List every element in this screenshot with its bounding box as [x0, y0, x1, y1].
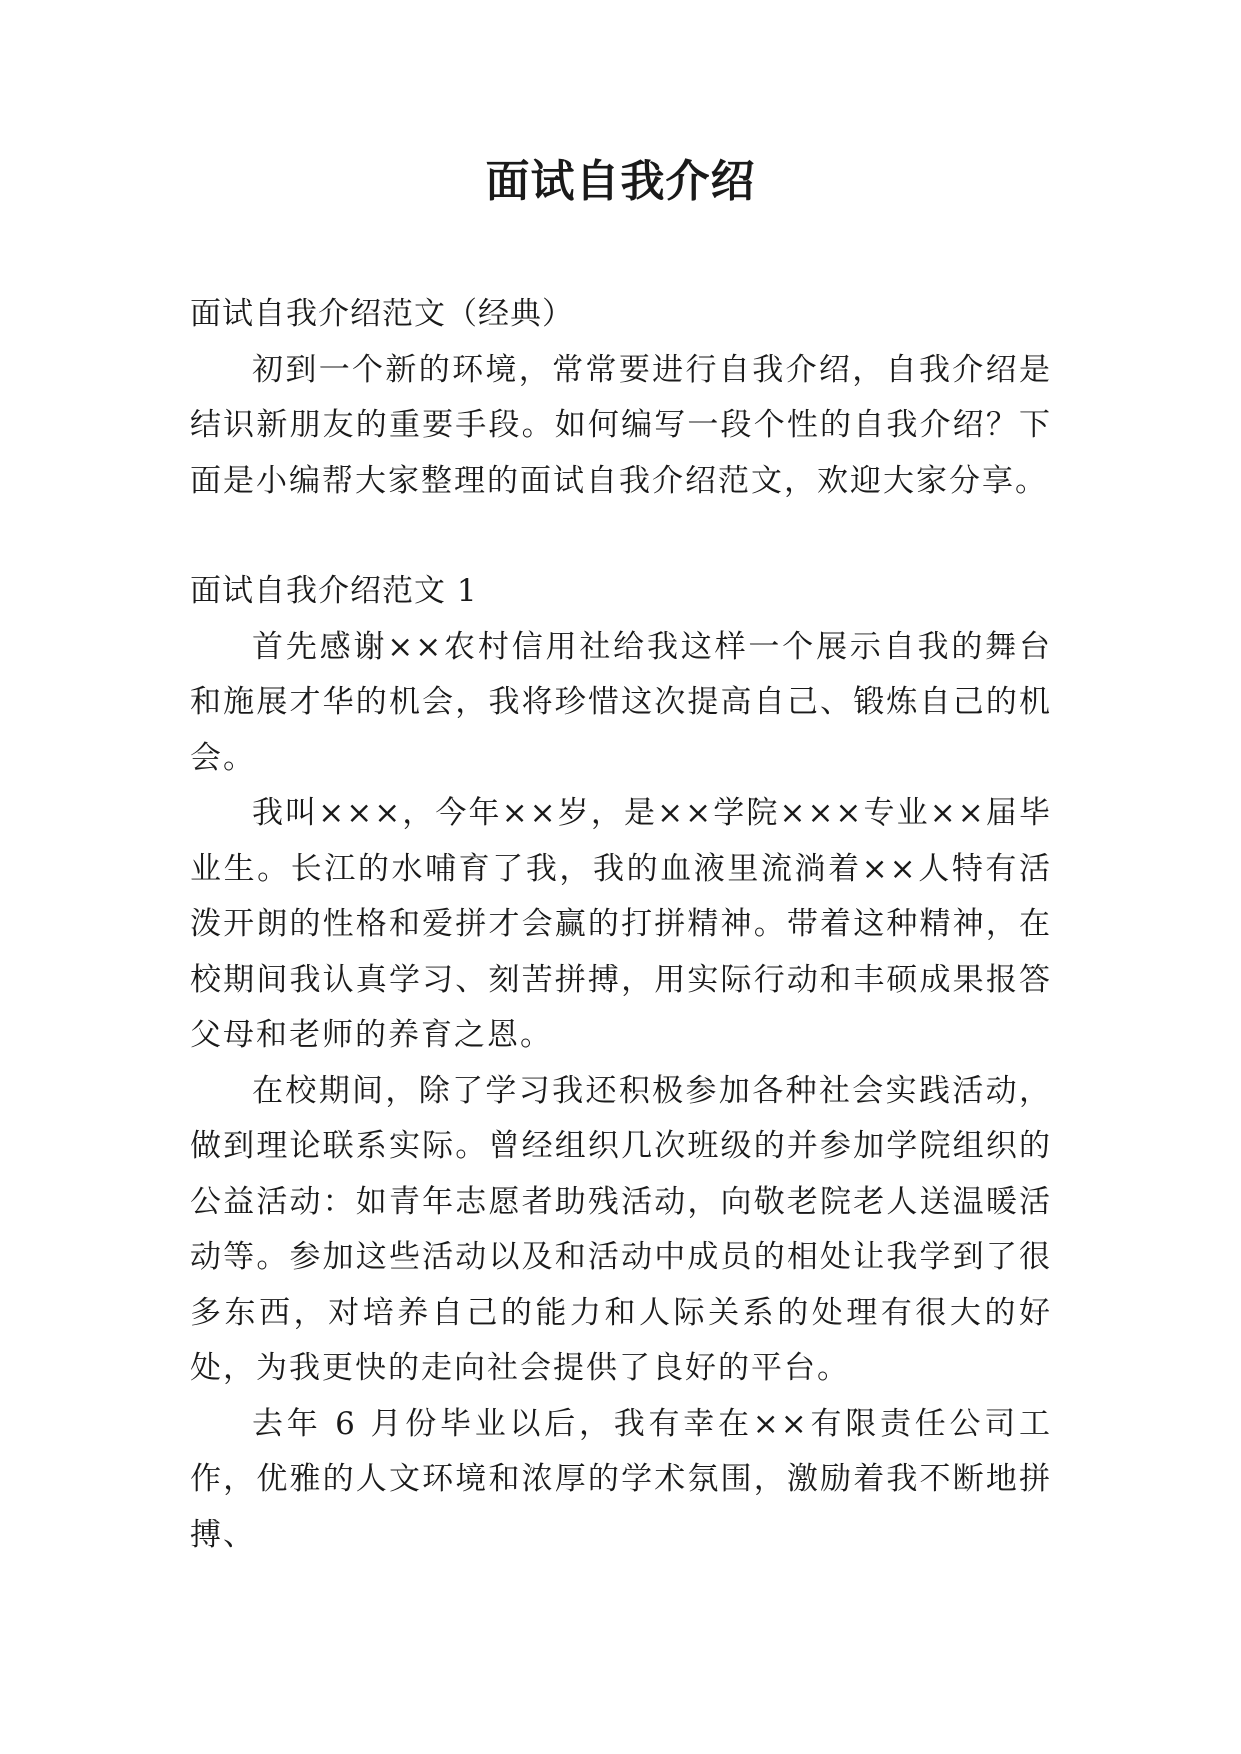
section-heading: 面试自我介绍范文 1 — [190, 573, 478, 609]
body-paragraph: 我叫×××，今年××岁，是××学院×××专业××届毕业生。长江的水哺育了我，我的血液里流淌着××人特有活泼开朗的性格和爱拼才会赢的打拼精神。带着这种精神，在校期间我认真学习、刻苦拼搏，用实际行动和丰硕成果报答父母和老师的养育之恩。 — [190, 795, 1052, 1053]
intro-paragraph: 初到一个新的环境，常常要进行自我介绍，自我介绍是结识新朋友的重要手段。如何编写一段个性的自我介绍？下面是小编帮大家整理的面试自我介绍范文，欢迎大家分享。 — [190, 351, 1052, 499]
paragraph-spacer — [190, 509, 1052, 564]
subtitle: 面试自我介绍范文（经典） — [190, 296, 574, 332]
body-paragraph: 首先感谢××农村信用社给我这样一个展示自我的舞台和施展才华的机会，我将珍惜这次提高自己、锻炼自己的机会。 — [190, 628, 1052, 776]
body-paragraph: 去年 6 月份毕业以后，我有幸在××有限责任公司工作，优雅的人文环境和浓厚的学术氛围，激励着我不断地拼搏、 — [190, 1405, 1052, 1553]
document-title: 面试自我介绍 — [485, 156, 756, 207]
document-body — [190, 287, 1052, 1563]
body-paragraph: 在校期间，除了学习我还积极参加各种社会实践活动，做到理论联系实际。曾经组织几次班级的并参加学院组织的公益活动：如青年志愿者助残活动，向敬老院老人送温暖活动等。参加这些活动以及和活动中成员的相处让我学到了很多东西，对培养自己的能力和人际关系的处理有很大的好处，为我更快的走向社会提供了良好的平台。 — [190, 1072, 1052, 1386]
